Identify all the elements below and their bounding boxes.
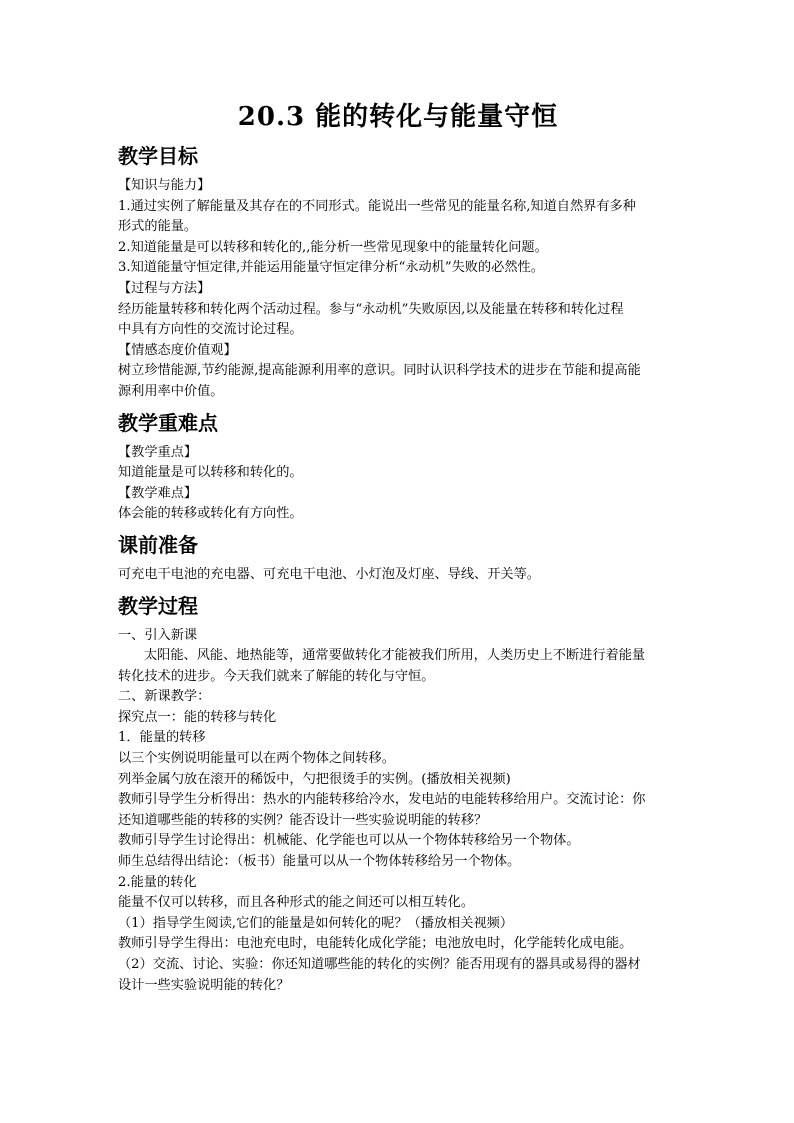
focus-label: 【教学重点】 (118, 444, 198, 460)
process-text-line: 教师引导学生得出：电池充电时，电能转化成化学能；电池放电时，化学能转化成电能。 (118, 936, 633, 952)
knowledge-line: 3.知道能量守恒定律,并能运用能量守恒定律分析“永动机”失败的必然性。 (118, 260, 544, 276)
knowledge-label: 【知识与能力】 (118, 178, 211, 193)
process-text-line: 师生总结得出结论：（板书）能量可以从一个物体转移给另一个物体。 (118, 854, 521, 870)
process-line: 经历能量转移和转化两个活动过程。参与“永动机”失败原因,以及能量在转移和转化过程 (118, 301, 624, 317)
attitude-line: 源利用率中价值。 (118, 383, 224, 399)
section-process (118, 592, 678, 997)
section-preparation (118, 531, 678, 586)
process-text-line: 2.能量的转化 (118, 874, 197, 890)
process-text-line: 能量不仅可以转移，而且各种形式的能之间还可以相互转化。 (118, 895, 475, 911)
knowledge-line: 形式的能量。 (118, 219, 198, 235)
process-text-line: 二、新课教学： (118, 689, 211, 705)
difficulty-line: 体会能的转移或转化有方向性。 (118, 506, 303, 522)
section-objectives (118, 142, 678, 403)
section-heading-process: 教学过程 (118, 593, 198, 618)
document-title: 20.3 能的转化与能量守恒 (237, 102, 559, 132)
process-text-line: 1．能量的转移 (118, 730, 206, 746)
difficulty-label: 【教学难点】 (118, 485, 198, 501)
process-text-line: 教师引导学生分析得出：热水的内能转移给冷水，发电站的电能转移给用户。交流讨论：你 (118, 792, 646, 808)
knowledge-line: 2.知道能量是可以转移和转化的,,能分析一些常见现象中的能量转化问题。 (118, 239, 548, 255)
process-text-line: （2）交流、讨论、实验：你还知道哪些能的转化的实例？能否用现有的器具或易得的器材 (118, 957, 641, 972)
process-text-line: 以三个实例说明能量可以在两个物体之间转移。 (118, 751, 395, 767)
process-text-line: （1）指导学生阅读,它们的能量是如何转化的呢？（播放相关视频） (118, 915, 514, 931)
section-heading-preparation: 课前准备 (118, 532, 198, 557)
preparation-line: 可充电干电池的充电器、可充电干电池、小灯泡及灯座、导线、开关等。 (118, 566, 540, 582)
section-heading-objectives: 教学目标 (118, 144, 198, 168)
focus-line: 知道能量是可以转移和转化的。 (118, 465, 303, 481)
section-key-points (118, 409, 678, 525)
process-label: 【过程与方法】 (118, 280, 211, 296)
process-text-line: 教师引导学生讨论得出：机械能、化学能也可以从一个物体转移给另一个物体。 (118, 833, 580, 849)
process-text-line: 列举金属勺放在滚开的稀饭中，勺把很烫手的实例。(播放相关视频) (118, 771, 511, 787)
knowledge-line: 1.通过实例了解能量及其存在的不同形式。能说出一些常见的能量名称,知道自然界有多种 (118, 198, 636, 214)
document-page (118, 100, 678, 996)
attitude-label: 【情感态度价值观】 (118, 342, 237, 358)
process-text-line: 探究点一：能的转移与转化 (118, 709, 277, 725)
process-text-line: 转化技术的进步。今天我们就来了解能的转化与守恒。 (118, 668, 435, 684)
process-line: 中具有方向性的交流讨论过程。 (118, 322, 303, 338)
process-text-line: 还知道哪些能的转移的实例？能否设计一些实验说明能的转移？ (118, 812, 488, 828)
process-text-line: 设计一些实验说明能的转化？ (118, 977, 290, 993)
process-text-line: 太阳能、风能、地热能等，通常要做转化才能被我们所用，人类历史上不断进行着能量 (144, 648, 646, 664)
attitude-line: 树立珍惜能源,节约能源,提高能源利用率的意识。同时认识科学技术的进步在节能和提高能 (118, 363, 641, 379)
process-text-line: 一、引入新课 (118, 627, 198, 643)
section-heading-key-points: 教学重难点 (118, 410, 218, 435)
